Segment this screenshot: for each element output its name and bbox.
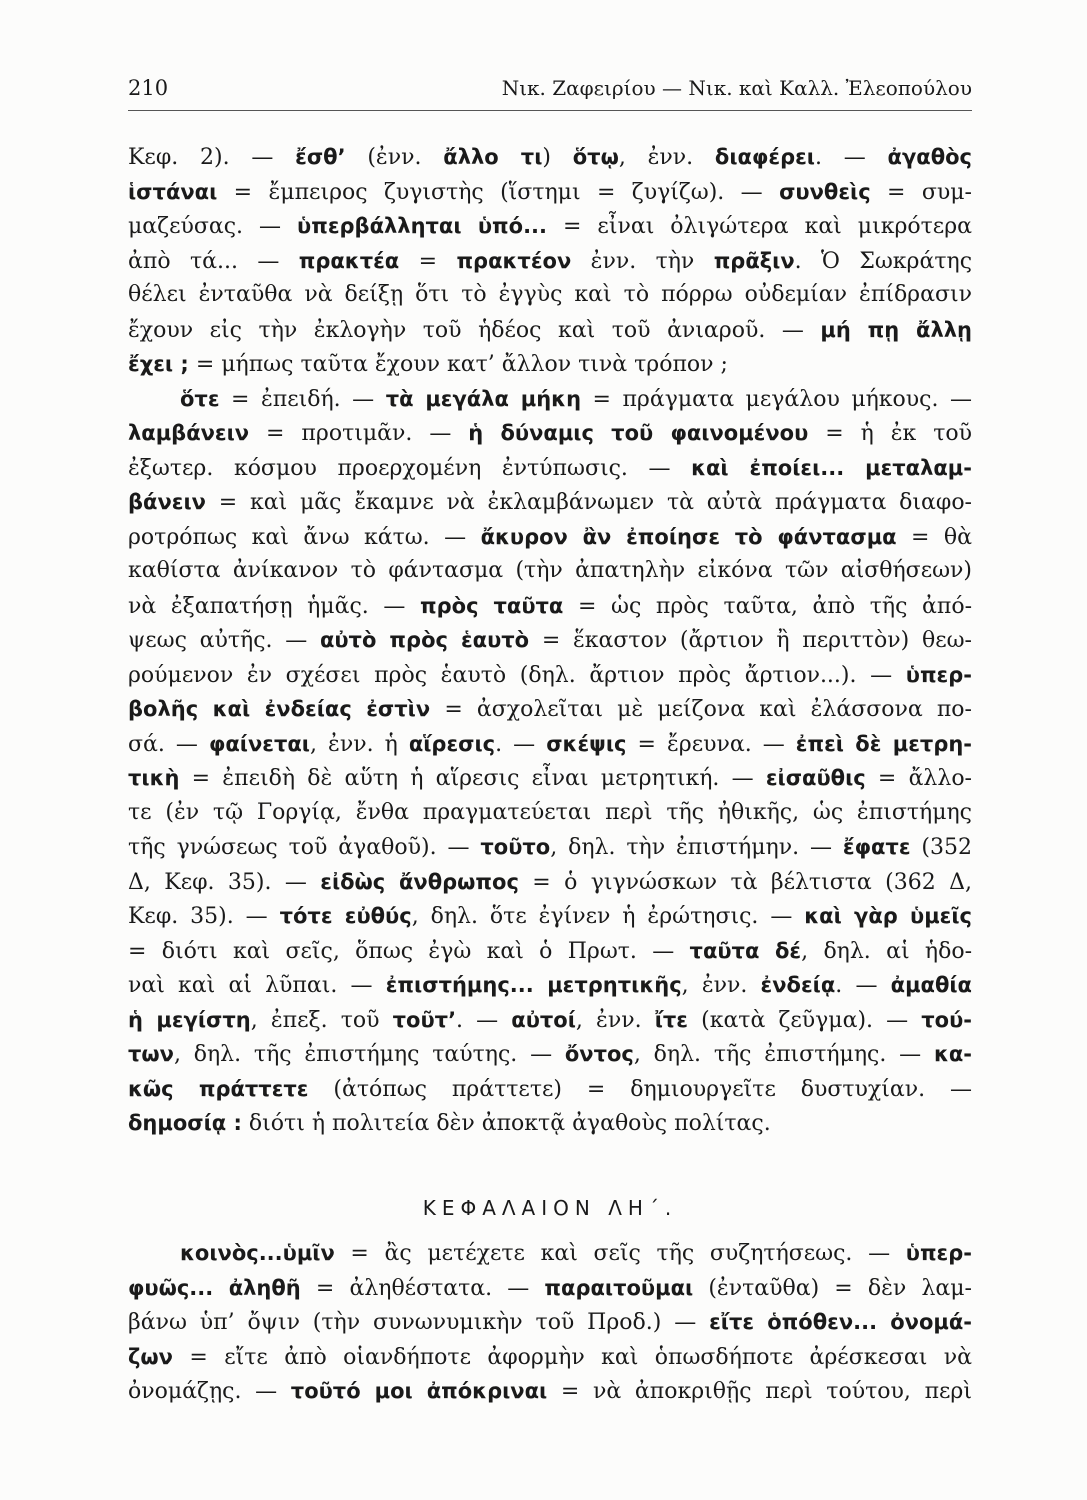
- text-line: λαμβάνειν = προτιμᾶν. — ἡ δύναμις τοῦ φαινομένου = ἡ ἐκ τοῦ: [128, 421, 973, 446]
- text-line: βάνω ὑπ’ ὄψιν (τὴν συνωνυμικὴν τοῦ Προδ.) — εἴτε ὁπόθεν... ὀνομά-: [128, 1310, 972, 1335]
- text-line: φυῶς... ἀληθῆ = ἀληθέστατα. — παραιτοῦμαι (ἐνταῦθα) = δὲν λαμ-: [128, 1275, 972, 1301]
- text-line: ἔχουν εἰς τὴν ἐκλογὴν τοῦ ἡδέος καὶ τοῦ ἀνιαροῦ. — μή πῃ ἄλλῃ: [128, 317, 973, 343]
- text-line: ἐξωτερ. κόσμου προερχομένη ἐντύπωσις. — καὶ ἐποίει... μεταλαμ-: [128, 455, 972, 481]
- text-line: ρούμενον ἐν σχέσει πρὸς ἑαυτὸ (δηλ. ἄρτιον πρὸς ἄρτιον...). — ὑπερ-: [128, 662, 972, 688]
- text-line: μαζεύσας. — ὑπερβάλληται ὑπό... = εἶναι ὀλιγώτερα καὶ μικρότερα: [128, 214, 972, 239]
- running-title: Νικ. Ζαφειρίου — Νικ. καὶ Καλλ. Ἐλεοπούλου: [501, 76, 972, 100]
- text-line: βάνειν = καὶ μᾶς ἔκαμνε νὰ ἐκλαμβάνωμεν τὰ αὐτὰ πράγματα διαφο-: [128, 490, 972, 515]
- text-line: ναὶ καὶ αἱ λῦπαι. — ἐπιστήμης... μετρητικῆς, ἐνν. ἐνδείᾳ. — ἀμαθία: [128, 973, 972, 998]
- text-line: τικὴ = ἐπειδὴ δὲ αὕτη ἡ αἵρεσις εἶναι μετρητική. — εἰσαῦθις = ἄλλο-: [128, 766, 972, 791]
- text-line: ροτρόπως καὶ ἄνω κάτω. — ἄκυρον ἂν ἐποίησε τὸ φάντασμα = θὰ: [128, 524, 972, 550]
- text-line: των, δηλ. τῆς ἐπιστήμης ταύτης. — ὄντος, δηλ. τῆς ἐπιστήμης. — κα-: [128, 1042, 972, 1067]
- text-line: νὰ ἐξαπατήσῃ ἡμᾶς. — πρὸς ταῦτα = ὡς πρὸς ταῦτα, ἀπὸ τῆς ἀπό-: [128, 593, 973, 619]
- text-line: Κεφ. 2). — ἔσθ’ (ἐνν. ἄλλο τι) ὅτῳ, ἐνν. διαφέρει. — ἀγαθὸς: [128, 145, 972, 170]
- page-header: [128, 76, 972, 111]
- text-line: ἔχει ; = μήπως ταῦτα ἔχουν κατ’ ἄλλον τινὰ τρόπον ;: [128, 352, 728, 377]
- text-line: κοινὸς...ὑμῖν = ἂς μετέχετε καὶ σεῖς τῆς συζητήσεως. — ὑπερ-: [180, 1241, 972, 1266]
- text-line: ζων = εἴτε ἀπὸ οἱανδήποτε ἀφορμὴν καὶ ὁπωσδήποτε ἀρέσκεσαι νὰ: [128, 1344, 972, 1370]
- text-line: ἱστάναι = ἔμπειρος ζυγιστὴς (ἵστημι = ζυγίζω). — συνθεὶς = συμ-: [128, 179, 972, 205]
- text-line: τῆς γνώσεως τοῦ ἀγαθοῦ). — τοῦτο, δηλ. τὴν ἐπιστήμην. — ἔφατε (352: [128, 835, 972, 860]
- chapter-heading: ΚΕΦΑΛΑΙΟΝ ΛΗ΄.: [422, 1196, 678, 1220]
- text-line: θέλει ἐνταῦθα νὰ δείξῃ ὅτι τὸ ἐγγὺς καὶ τὸ πόρρω οὐδεμίαν ἐπίδρασιν: [128, 282, 972, 307]
- text-line: δημοσίᾳ : διότι ἡ πολιτεία δὲν ἀποκτᾷ ἀγαθοὺς πολίτας.: [128, 1111, 771, 1136]
- text-line: σά. — φαίνεται, ἐνν. ἡ αἵρεσις. — σκέψις = ἔρευνα. — ἐπεὶ δὲ μετρη-: [128, 731, 973, 757]
- text-line: ὀνομάζῃς. — τοῦτό μοι ἀπόκριναι = νὰ ἀποκριθῇς περὶ τούτου, περὶ: [128, 1379, 972, 1404]
- text-line: τε (ἐν τῷ Γοργίᾳ, ἔνθα πραγματεύεται περὶ τῆς ἠθικῆς, ὡς ἐπιστήμης: [128, 799, 972, 825]
- page-number: 210: [128, 76, 169, 100]
- text-line: ἡ μεγίστη, ἐπεξ. τοῦ τοῦτ’. — αὐτοί, ἐνν. ἴτε (κατὰ ζεῦγμα). — τού-: [128, 1007, 973, 1033]
- text-line: Δ, Κεφ. 35). — εἰδὼς ἄνθρωπος = ὁ γιγνώσκων τὰ βέλτιστα (362 Δ,: [128, 869, 972, 895]
- text-line: ὅτε = ἐπειδή. — τὰ μεγάλα μήκη = πράγματα μεγάλου μήκους. —: [180, 386, 972, 412]
- text-line: Κεφ. 35). — τότε εὐθύς, δηλ. ὅτε ἐγίνεν ἡ ἐρώτησις. — καὶ γὰρ ὑμεῖς: [128, 904, 973, 929]
- commentary-text: [128, 140, 972, 1141]
- commentary-text-continued: [128, 1236, 972, 1409]
- text-line: βολῆς καὶ ἐνδείας ἐστὶν = ἀσχολεῖται μὲ μείζονα καὶ ἐλάσσονα πο-: [128, 697, 972, 722]
- text-line: ἀπὸ τά... — πρακτέα = πρακτέον ἐνν. τὴν πρᾶξιν. Ὁ Σωκράτης: [128, 248, 973, 274]
- text-line: κῶς πράττετε (ἀτόπως πράττετε) = δημιουργεῖτε δυστυχίαν. —: [128, 1076, 972, 1102]
- text-line: καθίστα ἀνίκανον τὸ φάντασμα (τὴν ἀπατηλὴν εἰκόνα τῶν αἰσθήσεων): [128, 558, 972, 583]
- text-line: ψεως αὐτῆς. — αὐτὸ πρὸς ἑαυτὸ = ἕκαστον (ἄρτιον ἢ περιττὸν) θεω-: [128, 628, 972, 653]
- text-line: = διότι καὶ σεῖς, ὅπως ἐγὼ καὶ ὁ Πρωτ. — ταῦτα δέ, δηλ. αἱ ἡδο-: [128, 938, 972, 964]
